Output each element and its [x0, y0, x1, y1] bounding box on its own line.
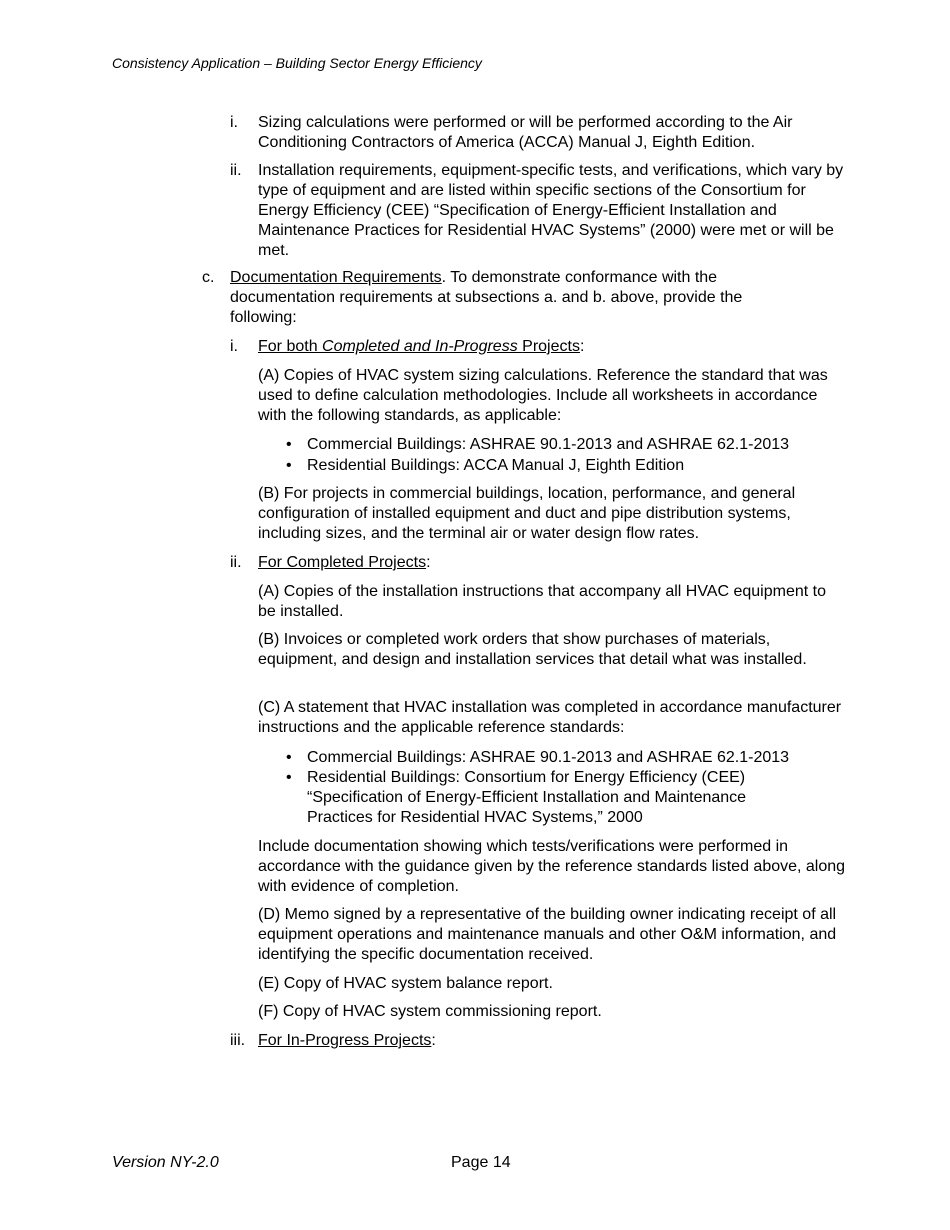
sub-label	[258, 337, 848, 357]
list-text: Installation requirements, equipment-specific tests, and verifications, which vary by type of equipment and are listed within specific sections of the Consortium for Energy Efficiency (CEE) “Specification of Energy-Efficient Installation and Maintenance Practices for Residential HVAC Systems” (2000) were met or will be met.	[258, 162, 844, 259]
list-text: Sizing calculations were performed or will be performed according to the Air Conditioning Contractors of America (ACCA) Manual J, Eighth Edition.	[258, 114, 793, 151]
paragraph-ii-b: (B) Invoices or completed work orders that show purchases of materials, equipment, and design and installation services that detail what was installed.	[258, 631, 807, 668]
bullet-text: Commercial Buildings: ASHRAE 90.1-2013 and ASHRAE 62.1-2013	[307, 436, 790, 453]
bullet-dot: •	[286, 436, 292, 453]
bullet-text: Residential Buildings: Consortium for Energy Efficiency (CEE) “Specification of Energy-Efficient Installation and Maintenance Practices for Residential HVAC Systems,” 2000	[307, 769, 747, 826]
sub-marker: i.	[230, 338, 238, 355]
footer-page-number: Page 14	[451, 1154, 511, 1171]
label-post: Projects	[522, 338, 580, 355]
page-header: Consistency Application – Building Sector Energy Efficiency	[112, 55, 482, 71]
section-title: Documentation Requirements	[230, 269, 442, 286]
bullet-dot: •	[286, 457, 292, 474]
paragraph-i-a: (A) Copies of HVAC system sizing calculations. Reference the standard that was used to define calculation methodologies. Include all worksheets in accordance with the following standards, as applicable:	[258, 367, 828, 424]
section-body: . To demonstrate conformance with the documentation requirements at subsections a. and b. above, provide the following:	[230, 269, 743, 326]
paragraph-ii-d: (D) Memo signed by a representative of the building owner indicating receipt of all equipment operations and maintenance manuals and other O&M information, and identifying the specific documentation received.	[258, 906, 837, 963]
bullet-text: Commercial Buildings: ASHRAE 90.1-2013 and ASHRAE 62.1-2013	[307, 749, 790, 766]
paragraph-ii-a: (A) Copies of the installation instructions that accompany all HVAC equipment to be installed.	[258, 583, 826, 620]
paragraph-ii-f: (F) Copy of HVAC system commissioning report.	[258, 1003, 602, 1020]
sub-label-underlined: For Completed Projects	[258, 554, 427, 571]
sub-marker: ii.	[230, 554, 242, 571]
list-marker: i.	[230, 114, 238, 131]
footer-version: Version NY-2.0	[112, 1154, 219, 1171]
bullet-dot: •	[286, 769, 292, 786]
label-colon: :	[426, 554, 431, 571]
paragraph-i-b: (B) For projects in commercial buildings, location, performance, and general configuration of installed equipment and duct and pipe distribution systems, including sizes, and the terminal air or water design flow rates.	[258, 485, 796, 542]
label-colon: :	[431, 1032, 436, 1049]
paragraph-ii-e: (E) Copy of HVAC system balance report.	[258, 975, 553, 992]
bullet-text: Residential Buildings: ACCA Manual J, Eighth Edition	[307, 457, 685, 474]
paragraph-ii-include: Include documentation showing which tests/verifications were performed in accordance with the guidance given by the reference standards listed above, along with evidence of completion.	[258, 838, 846, 895]
label-colon: :	[579, 338, 585, 355]
section-text	[230, 268, 790, 328]
label-pre: For both	[258, 338, 323, 355]
sub-label-underlined: For In-Progress Projects	[258, 1032, 432, 1049]
sub-label	[258, 553, 848, 573]
label-italic: Completed and In-Progress	[322, 338, 523, 355]
bullet-dot: •	[286, 749, 292, 766]
sub-marker: iii.	[230, 1032, 246, 1049]
list-marker: ii.	[230, 162, 242, 179]
paragraph-ii-c: (C) A statement that HVAC installation was completed in accordance manufacturer instructions and the applicable reference standards:	[258, 699, 842, 736]
sub-label-underlined	[258, 338, 580, 355]
section-marker: c.	[202, 269, 215, 286]
sub-label	[258, 1031, 848, 1051]
